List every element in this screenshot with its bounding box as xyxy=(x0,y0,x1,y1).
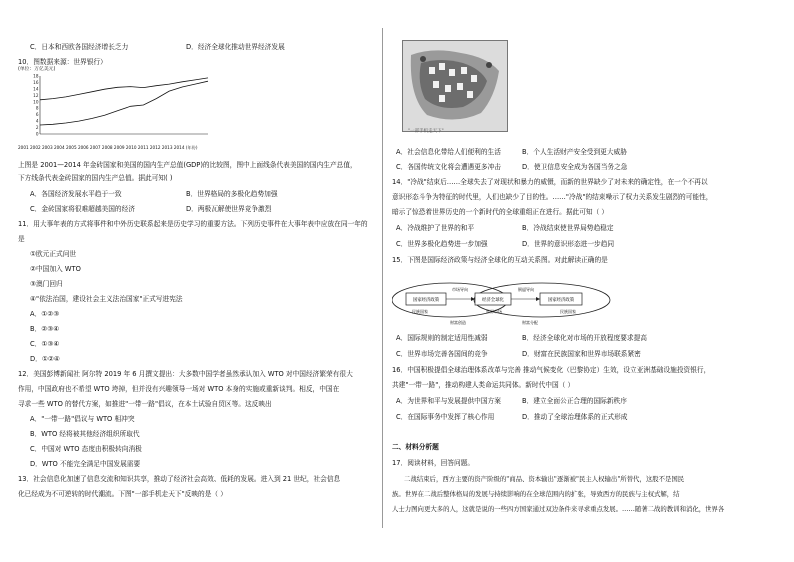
node-policy-1: 国家经济政策 xyxy=(412,298,440,303)
label-rebound-oriented: 倒逼导向 xyxy=(518,287,534,292)
q12-option-a: A．"一带一路"倡议与 WTO 相冲突 xyxy=(30,415,135,423)
q13-stem-1: 13．社会信息化加速了信息交流和知识共享，推动了经济社会高效、低耗的发展。进入到 21 世纪，社会信息 xyxy=(18,475,341,483)
q15-option-b: B．经济全球化对市场的开放程度要求提高 xyxy=(522,334,647,342)
q12-stem-1: 12．美国彭博新闻社 阿尔特 2019 年 6 月撰文提出：大多数中国学者虽然承认加入 WTO 对中国经济繁荣有很大 xyxy=(18,370,353,378)
q14-option-c: C．世界多极化趋势进一步加强 xyxy=(396,240,488,248)
label-wealth-distribution: 财富分配 xyxy=(522,320,538,325)
section-material-analysis: 二、材料分析题 xyxy=(392,443,439,451)
q11-stem-2: 是 xyxy=(18,235,25,243)
q10-option-b: B．世界格局的多极化趋势加强 xyxy=(186,190,278,198)
q15-stem: 15．下图是国际经济政策与经济全球化的互动关系图。对此解读正确的是 xyxy=(392,256,608,264)
q11-stem-1: 11．用大事年表的方式将事件和中外历史联系起来是历史学习的重要方法。下列历史事件在大事年表中应放在同一年的 xyxy=(18,220,368,228)
q10-text-1: 上图是 2001—2014 年金砖国家和美国的国内生产总值(GDP)的比较图，图中上面线条代表美国的国内生产总值， xyxy=(18,161,357,169)
q12-stem-3: 寻求一些 WTO 的替代方案，如推进"一带一路"倡议，在本土试验自贸区等。这反映出 xyxy=(18,400,272,408)
picture-caption: "一部手机走天下" xyxy=(408,129,444,134)
q13-option-b: B．个人生活财产安全受到更大威胁 xyxy=(522,148,627,156)
y-tick-label: 18 xyxy=(33,73,39,79)
label-nation-1: 民族国家 xyxy=(412,309,428,314)
q11-option-c: C．①③④ xyxy=(30,340,60,348)
q12-option-b: B．WTO 经将被其他经济组织所取代 xyxy=(30,430,140,438)
q12-option-c: C．中国对 WTO 态度由积极转向消极 xyxy=(30,445,142,453)
q16-stem-2: 共建"一带一路"，推动构建人类命运共同体。新时代中国（ ） xyxy=(392,381,575,389)
q11-option-a: A．①②③ xyxy=(30,310,60,318)
node-policy-2: 国家经济政策 xyxy=(547,298,575,303)
q13-option-a: A．社会信息化带给人们便利的生活 xyxy=(396,148,501,156)
y-tick-label: 12 xyxy=(33,92,39,98)
q16-stem-1: 16．中国积极提倡全球治理体系改革与完善 推动气候变化（巴黎协定）生效，设立亚洲基础设施投资银行， xyxy=(392,366,711,374)
series-line-2 xyxy=(40,81,208,125)
label-nation-2: 民族国家 xyxy=(560,309,576,314)
q14-option-b: B．冷战结束使世界局势趋稳定 xyxy=(522,224,614,232)
q13-stem-2: 化已经成为不可逆转的时代潮流。下图"一部手机走天下"反映的是（ ） xyxy=(18,490,227,498)
q11-option-d: D．①②④ xyxy=(30,355,60,363)
q14-stem-3: 暗示了惊恐着世界历史的一个新时代的全球重组正在进行。据此可知（ ） xyxy=(392,208,609,216)
y-tick-label: 10 xyxy=(33,99,39,105)
q11-option-b: B．②③④ xyxy=(30,325,60,333)
y-tick-label: 0 xyxy=(35,131,39,137)
q11-item-1: ①欧元正式问世 xyxy=(30,250,77,258)
q11-item-4: ④"依法治国，建设社会主义法治国家"正式写进宪法 xyxy=(30,295,183,303)
q12-stem-2: 作用，中国政府也不希望 WTO 垮掉，但并没有兴趣领导一场对 WTO 本身的实施或重新谈判。相反，中国在 xyxy=(18,385,340,393)
chart-xticks: 2001 2002 2003 2004 2005 2006 2007 2008 2009 2010 2011 2012 2013 2014 (年份) xyxy=(18,145,198,150)
q11-item-2: ②中国加入 WTO xyxy=(30,265,81,273)
q9-option-c: C．日本和西欧各国经济增长乏力 xyxy=(30,43,129,51)
y-tick-label: 8 xyxy=(35,105,39,111)
q13-option-d: D．使卫信息安全成为各国当务之急 xyxy=(522,163,628,171)
gdp-line-chart xyxy=(30,72,210,140)
y-tick-label: 4 xyxy=(35,118,39,124)
y-tick-label: 6 xyxy=(35,112,39,118)
q16-option-c: C．在国际事务中发挥了核心作用 xyxy=(396,413,495,421)
q13-option-c: C．各国传统文化将会遭遇更多冲击 xyxy=(396,163,501,171)
phone-world-picture xyxy=(402,40,508,132)
q9-option-d: D．经济全球化推动世界经济发展 xyxy=(186,43,285,51)
q16-option-a: A．为世界和平与发展提供中国方案 xyxy=(396,397,501,405)
material-line-1: 二战结束后，西方主要的资产阶级的"商品、资本输出"逐渐被"民主人权输出"所替代，这股不是国民 xyxy=(404,475,685,483)
policy-globalization-diagram xyxy=(392,280,622,330)
q14-stem-2: 意识形态斗争为特征的时代里，人们也缺少了目的性。……"冷战"的结束噪示了权力关系发生剧烈的可能性， xyxy=(392,193,713,201)
q15-option-c: C．世界市场完善各国间的竞争 xyxy=(396,350,488,358)
q10-stem: 10．图数据来源：世界银行） xyxy=(18,58,107,66)
q17-stem: 17．阅读材料，回答问题。 xyxy=(392,459,475,467)
series-line-1 xyxy=(40,78,208,100)
material-line-3: 人士力图向更大多的人，这就是说的一些四方国家通过双边条件来寻求重点发展。……随著二战的教训和消化，世界各 xyxy=(392,505,725,513)
label-world-market: 世界市场 xyxy=(486,309,502,314)
y-tick-label: 14 xyxy=(33,86,39,92)
column-divider xyxy=(382,28,383,528)
q15-option-d: D．财富在民族国家和世界市场联系紧密 xyxy=(522,350,641,358)
q16-option-b: B．建立全面公正合理的国际新秩序 xyxy=(522,397,627,405)
y-tick-label: 16 xyxy=(33,79,39,85)
q12-option-d: D．WTO 不能完全满足中国发展需要 xyxy=(30,460,141,468)
y-tick-label: 2 xyxy=(35,125,39,131)
q10-option-d: D．两极瓦解使世界竞争激烈 xyxy=(186,205,272,213)
q16-option-d: D．推动了全球治理体系的正式形成 xyxy=(522,413,628,421)
q15-option-a: A．国际规则的制定适用性减弱 xyxy=(396,334,488,342)
q10-text-2: 下方线条代表金砖国家的国内生产总值。据此可知( ) xyxy=(18,174,173,182)
chart-ylabel: (单位：万亿美元) xyxy=(18,67,56,72)
q11-item-3: ③澳门回归 xyxy=(30,280,63,288)
node-globalization: 经济全球化 xyxy=(482,298,504,303)
phone-world-illustration xyxy=(403,41,507,131)
q14-option-a: A．冷战维护了世界的和平 xyxy=(396,224,475,232)
q14-stem-1: 14．"冷战"结束后……全球失去了对现状和暴力的威慑，而新的世界缺少了对未来的确定性，在一个不再以 xyxy=(392,178,708,186)
q10-option-c: C．金砖国家将很难超越美国的经济 xyxy=(30,205,135,213)
label-wealth-creation: 财富创造 xyxy=(450,320,466,325)
label-market-oriented: 市场导向 xyxy=(452,287,468,292)
q14-option-d: D．世界的意识形态进一步趋同 xyxy=(522,240,615,248)
material-line-2: 族。世界在二战后整体格局的发展与持续影响的在全球范围内的扩张，导致西方的民族与主权式解，结 xyxy=(392,490,680,498)
q10-option-a: A．各国经济发展水平趋于一致 xyxy=(30,190,122,198)
